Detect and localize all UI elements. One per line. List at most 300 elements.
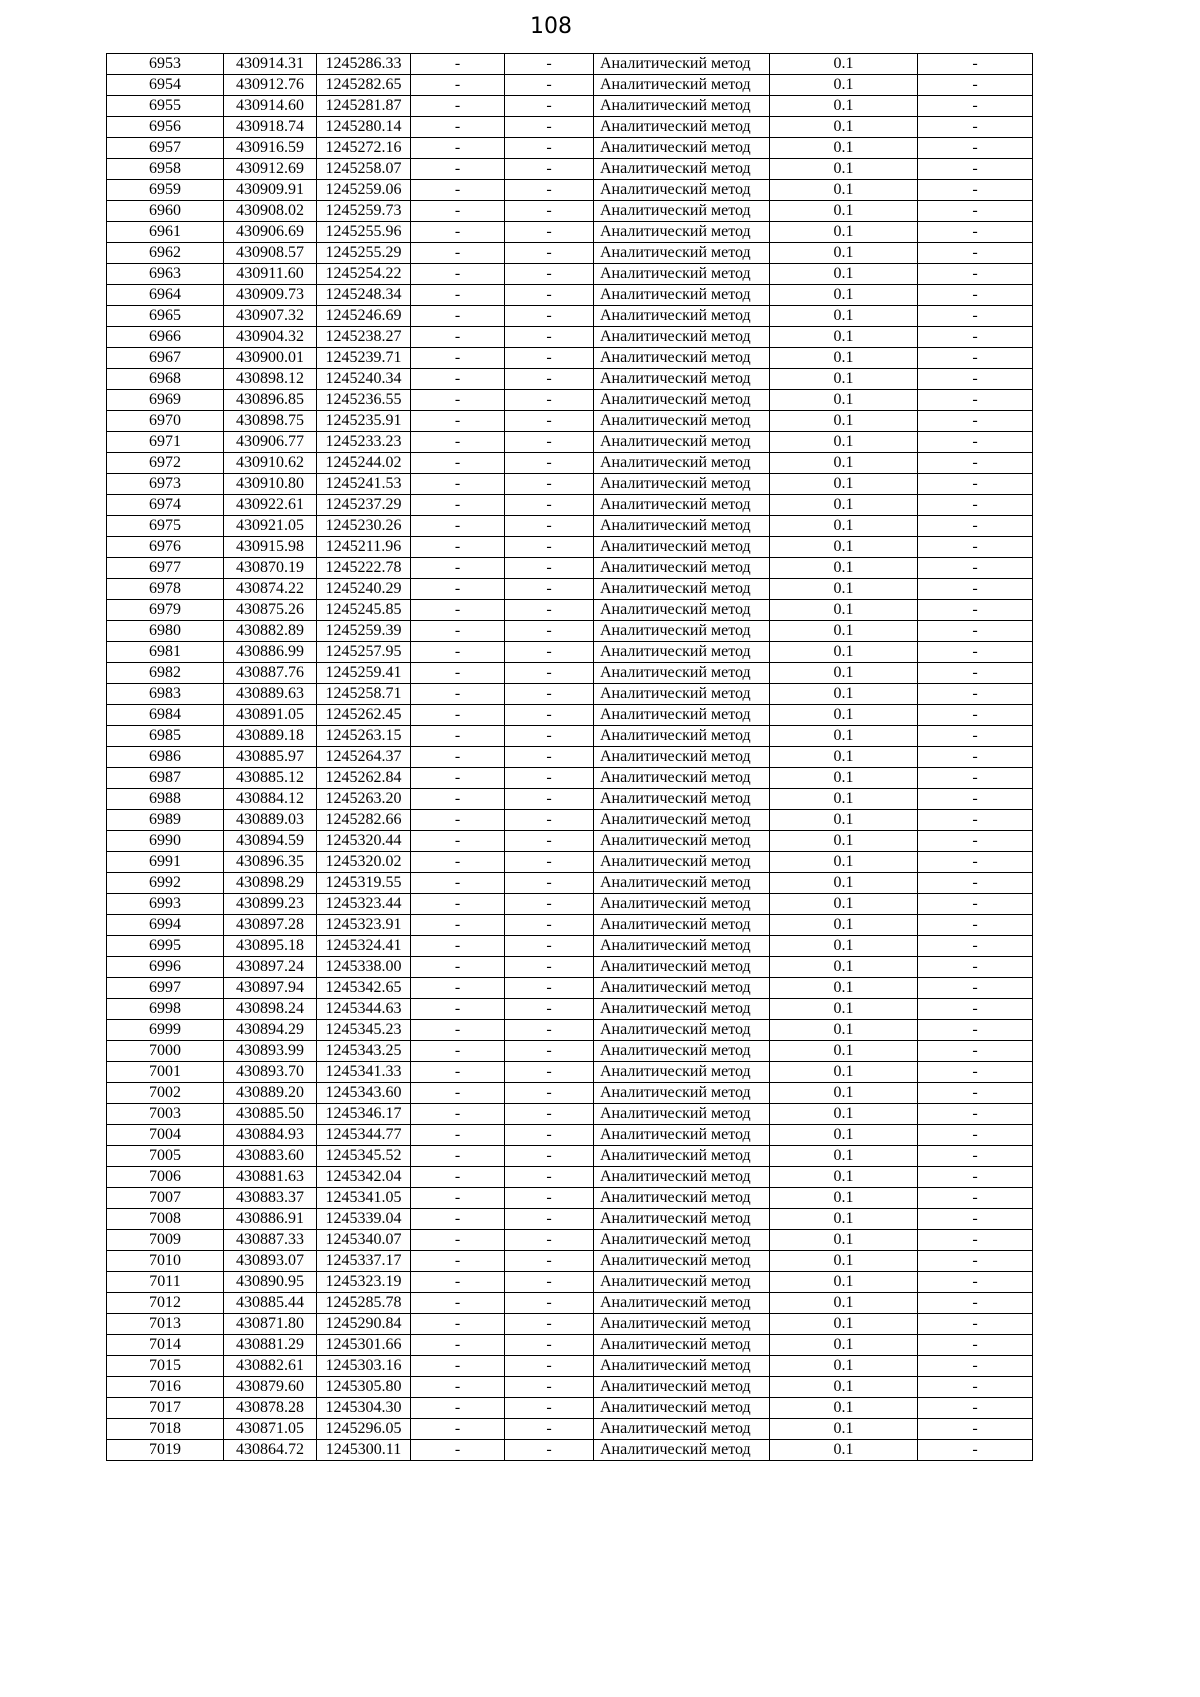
dash-cell: -	[505, 1188, 594, 1209]
method-cell: Аналитический метод	[594, 96, 770, 117]
x-coordinate-cell: 430897.24	[224, 957, 317, 978]
y-coordinate-cell: 1245233.23	[317, 432, 411, 453]
x-coordinate-cell: 430889.63	[224, 684, 317, 705]
table-row	[107, 1146, 1033, 1167]
x-coordinate-cell: 430884.93	[224, 1125, 317, 1146]
dash-cell: -	[411, 1104, 505, 1125]
dash-cell: -	[918, 1209, 1033, 1230]
y-coordinate-cell: 1245280.14	[317, 117, 411, 138]
x-coordinate-cell: 430874.22	[224, 579, 317, 600]
dash-cell: -	[918, 285, 1033, 306]
dash-cell: -	[918, 579, 1033, 600]
y-coordinate-cell: 1245323.19	[317, 1272, 411, 1293]
dash-cell: -	[918, 663, 1033, 684]
y-coordinate-cell: 1245263.20	[317, 789, 411, 810]
dash-cell: -	[505, 684, 594, 705]
point-number-cell: 6992	[107, 873, 224, 894]
dash-cell: -	[918, 1314, 1033, 1335]
method-cell: Аналитический метод	[594, 327, 770, 348]
point-number-cell: 7006	[107, 1167, 224, 1188]
dash-cell: -	[918, 75, 1033, 96]
dash-cell: -	[505, 1272, 594, 1293]
table-row	[107, 600, 1033, 621]
method-cell: Аналитический метод	[594, 453, 770, 474]
y-coordinate-cell: 1245240.34	[317, 369, 411, 390]
method-cell: Аналитический метод	[594, 1230, 770, 1251]
dash-cell: -	[411, 1230, 505, 1251]
accuracy-cell: 0.1	[770, 747, 918, 768]
method-cell: Аналитический метод	[594, 1335, 770, 1356]
accuracy-cell: 0.1	[770, 894, 918, 915]
dash-cell: -	[411, 663, 505, 684]
dash-cell: -	[918, 264, 1033, 285]
y-coordinate-cell: 1245235.91	[317, 411, 411, 432]
y-coordinate-cell: 1245263.15	[317, 726, 411, 747]
dash-cell: -	[505, 369, 594, 390]
point-number-cell: 7013	[107, 1314, 224, 1335]
method-cell: Аналитический метод	[594, 768, 770, 789]
table-row	[107, 411, 1033, 432]
dash-cell: -	[411, 306, 505, 327]
dash-cell: -	[411, 1167, 505, 1188]
dash-cell: -	[505, 1230, 594, 1251]
dash-cell: -	[918, 768, 1033, 789]
dash-cell: -	[505, 348, 594, 369]
method-cell: Аналитический метод	[594, 159, 770, 180]
dash-cell: -	[411, 810, 505, 831]
accuracy-cell: 0.1	[770, 684, 918, 705]
dash-cell: -	[505, 1419, 594, 1440]
y-coordinate-cell: 1245281.87	[317, 96, 411, 117]
x-coordinate-cell: 430909.73	[224, 285, 317, 306]
accuracy-cell: 0.1	[770, 810, 918, 831]
x-coordinate-cell: 430898.29	[224, 873, 317, 894]
page-number: 108	[530, 14, 572, 39]
dash-cell: -	[411, 705, 505, 726]
point-number-cell: 6998	[107, 999, 224, 1020]
x-coordinate-cell: 430878.28	[224, 1398, 317, 1419]
accuracy-cell: 0.1	[770, 411, 918, 432]
dash-cell: -	[918, 1146, 1033, 1167]
x-coordinate-cell: 430887.76	[224, 663, 317, 684]
table-row	[107, 96, 1033, 117]
accuracy-cell: 0.1	[770, 1335, 918, 1356]
method-cell: Аналитический метод	[594, 54, 770, 75]
y-coordinate-cell: 1245272.16	[317, 138, 411, 159]
method-cell: Аналитический метод	[594, 705, 770, 726]
accuracy-cell: 0.1	[770, 474, 918, 495]
y-coordinate-cell: 1245245.85	[317, 600, 411, 621]
x-coordinate-cell: 430912.76	[224, 75, 317, 96]
dash-cell: -	[505, 894, 594, 915]
table-row	[107, 726, 1033, 747]
dash-cell: -	[505, 642, 594, 663]
dash-cell: -	[411, 348, 505, 369]
x-coordinate-cell: 430886.99	[224, 642, 317, 663]
y-coordinate-cell: 1245337.17	[317, 1251, 411, 1272]
method-cell: Аналитический метод	[594, 264, 770, 285]
dash-cell: -	[505, 117, 594, 138]
x-coordinate-cell: 430911.60	[224, 264, 317, 285]
method-cell: Аналитический метод	[594, 1356, 770, 1377]
dash-cell: -	[918, 180, 1033, 201]
y-coordinate-cell: 1245259.73	[317, 201, 411, 222]
y-coordinate-cell: 1245286.33	[317, 54, 411, 75]
method-cell: Аналитический метод	[594, 390, 770, 411]
table-row	[107, 810, 1033, 831]
point-number-cell: 6969	[107, 390, 224, 411]
y-coordinate-cell: 1245320.02	[317, 852, 411, 873]
dash-cell: -	[411, 642, 505, 663]
table-row	[107, 1230, 1033, 1251]
point-number-cell: 6986	[107, 747, 224, 768]
x-coordinate-cell: 430897.28	[224, 915, 317, 936]
dash-cell: -	[918, 558, 1033, 579]
x-coordinate-cell: 430908.57	[224, 243, 317, 264]
y-coordinate-cell: 1245324.41	[317, 936, 411, 957]
dash-cell: -	[411, 138, 505, 159]
y-coordinate-cell: 1245255.29	[317, 243, 411, 264]
dash-cell: -	[411, 1377, 505, 1398]
accuracy-cell: 0.1	[770, 1440, 918, 1461]
dash-cell: -	[918, 789, 1033, 810]
x-coordinate-cell: 430899.23	[224, 894, 317, 915]
accuracy-cell: 0.1	[770, 978, 918, 999]
x-coordinate-cell: 430887.33	[224, 1230, 317, 1251]
table-row	[107, 978, 1033, 999]
point-number-cell: 6983	[107, 684, 224, 705]
point-number-cell: 7018	[107, 1419, 224, 1440]
dash-cell: -	[505, 390, 594, 411]
accuracy-cell: 0.1	[770, 789, 918, 810]
x-coordinate-cell: 430890.95	[224, 1272, 317, 1293]
dash-cell: -	[918, 894, 1033, 915]
dash-cell: -	[411, 1419, 505, 1440]
dash-cell: -	[918, 999, 1033, 1020]
table-row	[107, 1272, 1033, 1293]
x-coordinate-cell: 430898.24	[224, 999, 317, 1020]
y-coordinate-cell: 1245343.60	[317, 1083, 411, 1104]
table-row	[107, 1251, 1033, 1272]
dash-cell: -	[505, 1104, 594, 1125]
table-row	[107, 558, 1033, 579]
method-cell: Аналитический метод	[594, 1440, 770, 1461]
x-coordinate-cell: 430885.44	[224, 1293, 317, 1314]
accuracy-cell: 0.1	[770, 264, 918, 285]
dash-cell: -	[505, 705, 594, 726]
accuracy-cell: 0.1	[770, 1188, 918, 1209]
point-number-cell: 6989	[107, 810, 224, 831]
dash-cell: -	[505, 138, 594, 159]
table-row	[107, 1335, 1033, 1356]
y-coordinate-cell: 1245323.91	[317, 915, 411, 936]
y-coordinate-cell: 1245257.95	[317, 642, 411, 663]
y-coordinate-cell: 1245341.05	[317, 1188, 411, 1209]
method-cell: Аналитический метод	[594, 222, 770, 243]
dash-cell: -	[505, 663, 594, 684]
dash-cell: -	[411, 1083, 505, 1104]
table-row	[107, 201, 1033, 222]
dash-cell: -	[411, 747, 505, 768]
dash-cell: -	[918, 726, 1033, 747]
dash-cell: -	[411, 558, 505, 579]
accuracy-cell: 0.1	[770, 243, 918, 264]
dash-cell: -	[411, 159, 505, 180]
y-coordinate-cell: 1245346.17	[317, 1104, 411, 1125]
accuracy-cell: 0.1	[770, 222, 918, 243]
method-cell: Аналитический метод	[594, 285, 770, 306]
x-coordinate-cell: 430885.12	[224, 768, 317, 789]
method-cell: Аналитический метод	[594, 558, 770, 579]
dash-cell: -	[411, 1209, 505, 1230]
point-number-cell: 7002	[107, 1083, 224, 1104]
point-number-cell: 7012	[107, 1293, 224, 1314]
point-number-cell: 6967	[107, 348, 224, 369]
method-cell: Аналитический метод	[594, 726, 770, 747]
dash-cell: -	[411, 873, 505, 894]
accuracy-cell: 0.1	[770, 1293, 918, 1314]
dash-cell: -	[918, 1440, 1033, 1461]
table-row	[107, 873, 1033, 894]
method-cell: Аналитический метод	[594, 789, 770, 810]
x-coordinate-cell: 430921.05	[224, 516, 317, 537]
y-coordinate-cell: 1245222.78	[317, 558, 411, 579]
x-coordinate-cell: 430889.03	[224, 810, 317, 831]
point-number-cell: 6958	[107, 159, 224, 180]
method-cell: Аналитический метод	[594, 978, 770, 999]
point-number-cell: 7010	[107, 1251, 224, 1272]
dash-cell: -	[918, 1335, 1033, 1356]
x-coordinate-cell: 430881.63	[224, 1167, 317, 1188]
method-cell: Аналитический метод	[594, 1377, 770, 1398]
point-number-cell: 7019	[107, 1440, 224, 1461]
table-row	[107, 579, 1033, 600]
table-row	[107, 894, 1033, 915]
accuracy-cell: 0.1	[770, 1230, 918, 1251]
point-number-cell: 6988	[107, 789, 224, 810]
y-coordinate-cell: 1245345.52	[317, 1146, 411, 1167]
method-cell: Аналитический метод	[594, 957, 770, 978]
method-cell: Аналитический метод	[594, 117, 770, 138]
x-coordinate-cell: 430885.97	[224, 747, 317, 768]
dash-cell: -	[411, 1062, 505, 1083]
table-row	[107, 516, 1033, 537]
dash-cell: -	[505, 747, 594, 768]
x-coordinate-cell: 430904.32	[224, 327, 317, 348]
dash-cell: -	[411, 1440, 505, 1461]
dash-cell: -	[918, 936, 1033, 957]
dash-cell: -	[918, 915, 1033, 936]
accuracy-cell: 0.1	[770, 1020, 918, 1041]
accuracy-cell: 0.1	[770, 621, 918, 642]
y-coordinate-cell: 1245319.55	[317, 873, 411, 894]
accuracy-cell: 0.1	[770, 1125, 918, 1146]
y-coordinate-cell: 1245246.69	[317, 306, 411, 327]
table-row	[107, 684, 1033, 705]
dash-cell: -	[411, 537, 505, 558]
dash-cell: -	[411, 390, 505, 411]
dash-cell: -	[505, 432, 594, 453]
dash-cell: -	[918, 369, 1033, 390]
x-coordinate-cell: 430914.31	[224, 54, 317, 75]
table-row	[107, 1419, 1033, 1440]
dash-cell: -	[411, 201, 505, 222]
dash-cell: -	[505, 957, 594, 978]
x-coordinate-cell: 430883.60	[224, 1146, 317, 1167]
x-coordinate-cell: 430912.69	[224, 159, 317, 180]
dash-cell: -	[411, 96, 505, 117]
dash-cell: -	[411, 789, 505, 810]
dash-cell: -	[918, 1251, 1033, 1272]
accuracy-cell: 0.1	[770, 1398, 918, 1419]
y-coordinate-cell: 1245239.71	[317, 348, 411, 369]
accuracy-cell: 0.1	[770, 1083, 918, 1104]
point-number-cell: 6954	[107, 75, 224, 96]
dash-cell: -	[505, 768, 594, 789]
y-coordinate-cell: 1245344.77	[317, 1125, 411, 1146]
dash-cell: -	[918, 600, 1033, 621]
table-row	[107, 789, 1033, 810]
table-row	[107, 453, 1033, 474]
dash-cell: -	[918, 1293, 1033, 1314]
table-row	[107, 327, 1033, 348]
dash-cell: -	[918, 348, 1033, 369]
x-coordinate-cell: 430915.98	[224, 537, 317, 558]
point-number-cell: 7011	[107, 1272, 224, 1293]
y-coordinate-cell: 1245338.00	[317, 957, 411, 978]
dash-cell: -	[918, 306, 1033, 327]
table-row	[107, 1125, 1033, 1146]
y-coordinate-cell: 1245323.44	[317, 894, 411, 915]
point-number-cell: 6977	[107, 558, 224, 579]
y-coordinate-cell: 1245296.05	[317, 1419, 411, 1440]
dash-cell: -	[505, 936, 594, 957]
point-number-cell: 6994	[107, 915, 224, 936]
dash-cell: -	[918, 831, 1033, 852]
x-coordinate-cell: 430885.50	[224, 1104, 317, 1125]
accuracy-cell: 0.1	[770, 495, 918, 516]
point-number-cell: 6980	[107, 621, 224, 642]
point-number-cell: 6971	[107, 432, 224, 453]
table-row	[107, 1062, 1033, 1083]
table-body	[107, 54, 1033, 1461]
dash-cell: -	[505, 159, 594, 180]
accuracy-cell: 0.1	[770, 537, 918, 558]
accuracy-cell: 0.1	[770, 957, 918, 978]
y-coordinate-cell: 1245240.29	[317, 579, 411, 600]
point-number-cell: 7004	[107, 1125, 224, 1146]
method-cell: Аналитический метод	[594, 1083, 770, 1104]
x-coordinate-cell: 430918.74	[224, 117, 317, 138]
method-cell: Аналитический метод	[594, 306, 770, 327]
x-coordinate-cell: 430895.18	[224, 936, 317, 957]
dash-cell: -	[411, 600, 505, 621]
accuracy-cell: 0.1	[770, 726, 918, 747]
dash-cell: -	[505, 810, 594, 831]
dash-cell: -	[411, 957, 505, 978]
point-number-cell: 6982	[107, 663, 224, 684]
dash-cell: -	[411, 726, 505, 747]
point-number-cell: 6995	[107, 936, 224, 957]
method-cell: Аналитический метод	[594, 516, 770, 537]
x-coordinate-cell: 430882.61	[224, 1356, 317, 1377]
dash-cell: -	[411, 1356, 505, 1377]
x-coordinate-cell: 430894.59	[224, 831, 317, 852]
method-cell: Аналитический метод	[594, 1398, 770, 1419]
method-cell: Аналитический метод	[594, 1146, 770, 1167]
point-number-cell: 6965	[107, 306, 224, 327]
dash-cell: -	[505, 1314, 594, 1335]
method-cell: Аналитический метод	[594, 1293, 770, 1314]
dash-cell: -	[505, 1377, 594, 1398]
point-number-cell: 6955	[107, 96, 224, 117]
table-row	[107, 747, 1033, 768]
dash-cell: -	[505, 621, 594, 642]
accuracy-cell: 0.1	[770, 390, 918, 411]
dash-cell: -	[505, 537, 594, 558]
dash-cell: -	[411, 285, 505, 306]
dash-cell: -	[505, 1125, 594, 1146]
x-coordinate-cell: 430898.75	[224, 411, 317, 432]
x-coordinate-cell: 430916.59	[224, 138, 317, 159]
accuracy-cell: 0.1	[770, 306, 918, 327]
point-number-cell: 7001	[107, 1062, 224, 1083]
table-row	[107, 915, 1033, 936]
x-coordinate-cell: 430893.70	[224, 1062, 317, 1083]
dash-cell: -	[411, 1398, 505, 1419]
x-coordinate-cell: 430894.29	[224, 1020, 317, 1041]
dash-cell: -	[918, 537, 1033, 558]
method-cell: Аналитический метод	[594, 642, 770, 663]
coordinates-table	[106, 53, 1033, 1461]
dash-cell: -	[918, 1188, 1033, 1209]
x-coordinate-cell: 430893.07	[224, 1251, 317, 1272]
table-row	[107, 1020, 1033, 1041]
dash-cell: -	[918, 327, 1033, 348]
dash-cell: -	[411, 1293, 505, 1314]
dash-cell: -	[918, 873, 1033, 894]
dash-cell: -	[505, 75, 594, 96]
method-cell: Аналитический метод	[594, 1209, 770, 1230]
dash-cell: -	[505, 1146, 594, 1167]
dash-cell: -	[411, 180, 505, 201]
method-cell: Аналитический метод	[594, 411, 770, 432]
dash-cell: -	[505, 495, 594, 516]
x-coordinate-cell: 430886.91	[224, 1209, 317, 1230]
method-cell: Аналитический метод	[594, 1272, 770, 1293]
dash-cell: -	[918, 1041, 1033, 1062]
dash-cell: -	[411, 1251, 505, 1272]
dash-cell: -	[505, 1167, 594, 1188]
dash-cell: -	[918, 810, 1033, 831]
x-coordinate-cell: 430906.77	[224, 432, 317, 453]
method-cell: Аналитический метод	[594, 1419, 770, 1440]
dash-cell: -	[411, 936, 505, 957]
x-coordinate-cell: 430898.12	[224, 369, 317, 390]
accuracy-cell: 0.1	[770, 432, 918, 453]
dash-cell: -	[918, 1377, 1033, 1398]
method-cell: Аналитический метод	[594, 1251, 770, 1272]
point-number-cell: 6962	[107, 243, 224, 264]
accuracy-cell: 0.1	[770, 159, 918, 180]
dash-cell: -	[918, 411, 1033, 432]
table-row	[107, 1041, 1033, 1062]
point-number-cell: 7000	[107, 1041, 224, 1062]
x-coordinate-cell: 430870.19	[224, 558, 317, 579]
table-row	[107, 138, 1033, 159]
table-row	[107, 306, 1033, 327]
table-row	[107, 1188, 1033, 1209]
